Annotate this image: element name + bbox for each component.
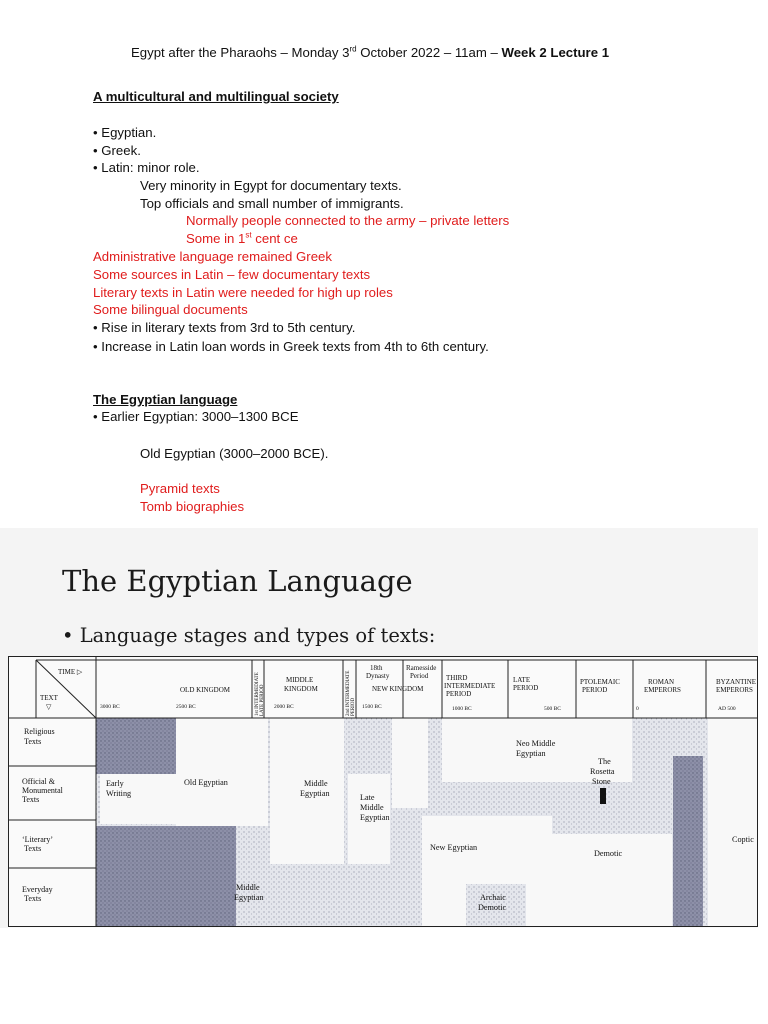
region-late-middle-egyptian: Middle	[360, 803, 384, 812]
row-label-religious: Religious	[24, 727, 55, 736]
region-middle-egyptian-everyday: Middle	[236, 883, 260, 892]
period-middle-kingdom: KINGDOM	[284, 685, 318, 693]
slide-title: The Egyptian Language	[62, 564, 413, 598]
period-ptolemaic: PTOLEMAIC	[580, 678, 620, 686]
row-label-official: Monumental	[22, 786, 63, 795]
region-middle-egyptian-everyday: Egyptian	[234, 893, 264, 902]
period-second-intermediate: 2nd INTERMEDIATE	[346, 670, 351, 716]
period-middle-kingdom: MIDDLE	[286, 676, 314, 684]
sub-point: Old Egyptian (3000–2000 BCE).	[140, 446, 329, 461]
region-middle-egyptian: Middle	[304, 779, 328, 788]
period-18th-dynasty: 18th	[370, 664, 383, 672]
document-header: Egypt after the Pharaohs – Monday 3rd October 2022 – 11am – Week 2 Lecture 1	[131, 44, 610, 60]
text-arrow: ▽	[46, 703, 52, 711]
sub-point: Very minority in Egypt for documentary texts.	[140, 178, 402, 193]
period-third-intermediate: THIRD	[446, 674, 468, 682]
region-neo-middle-egyptian: Neo Middle	[516, 739, 556, 748]
red-note: Administrative language remained Greek	[93, 249, 332, 264]
period-second-intermediate: PERIOD	[351, 697, 356, 716]
region-coptic: Coptic	[732, 835, 754, 844]
region-middle-egyptian: Egyptian	[300, 789, 330, 798]
red-note: Tomb biographies	[140, 499, 245, 514]
period-ramesside: Period	[410, 672, 429, 680]
period-old-kingdom: OLD KINGDOM	[180, 686, 230, 694]
section-heading-egyptian-language: The Egyptian language	[93, 392, 238, 407]
row-label-religious: Texts	[24, 737, 42, 746]
period-byzantine: EMPERORS	[716, 686, 753, 694]
date-label: AD 500	[718, 706, 736, 712]
region-demotic: Demotic	[594, 849, 623, 858]
region-rosetta-stone: Rosetta	[590, 767, 615, 776]
region-early-writing: Early	[106, 779, 124, 788]
period-18th-dynasty: Dynasty	[366, 672, 390, 680]
row-label-literary: Texts	[24, 844, 42, 853]
time-label: TIME ▷	[58, 668, 83, 676]
region-archaic-demotic: Demotic	[478, 903, 507, 912]
period-roman: ROMAN	[648, 678, 675, 686]
bullet-egyptian: • Egyptian.	[93, 125, 157, 140]
row-label-everyday: Everyday	[22, 885, 53, 894]
rosetta-stone-marker	[600, 788, 606, 804]
red-note: Some in 1st cent ce	[186, 230, 298, 246]
slide-subtitle: • Language stages and types of texts:	[62, 624, 436, 647]
period-third-intermediate: PERIOD	[446, 690, 472, 698]
row-label-everyday: Texts	[24, 894, 42, 903]
region-neo-middle-egyptian: Egyptian	[516, 749, 546, 758]
red-note: Normally people connected to the army – private letters	[186, 213, 510, 228]
period-roman: EMPERORS	[644, 686, 681, 694]
region-old-egyptian: Old Egyptian	[184, 778, 228, 787]
region-new-egyptian: New Egyptian	[430, 843, 478, 852]
row-label-official: Texts	[22, 795, 40, 804]
region-archaic-demotic: Archaic	[480, 893, 506, 902]
date-label: 1500 BC	[362, 704, 382, 710]
slide-image	[0, 528, 758, 928]
section-heading-multicultural: A multicultural and multilingual society	[93, 89, 339, 104]
row-label-literary: ‘Literary’	[22, 835, 54, 844]
period-late: PERIOD	[513, 684, 539, 692]
period-new-kingdom: NEW KINGDOM	[372, 685, 424, 693]
region-late-middle-egyptian: Egyptian	[360, 813, 390, 822]
region-early-writing: Writing	[106, 789, 132, 798]
period-first-intermediate: LATE PERIOD	[260, 684, 265, 716]
region-rosetta-stone: The	[598, 757, 611, 766]
bullet-latin-loan: • Increase in Latin loan words in Greek texts from 4th to 6th century.	[93, 339, 489, 354]
red-note: Some sources in Latin – few documentary texts	[93, 267, 371, 282]
date-label: 2500 BC	[176, 704, 196, 710]
date-label: 500 BC	[544, 706, 561, 712]
row-label-official: Official &	[22, 777, 55, 786]
bullet-earlier-egyptian: • Earlier Egyptian: 3000–1300 BCE	[93, 409, 299, 424]
period-first-intermediate: 1st INTERMEDIATE	[255, 672, 260, 716]
bullet-latin: • Latin: minor role.	[93, 160, 200, 175]
date-label: 3000 BC	[100, 704, 120, 710]
red-note: Pyramid texts	[140, 481, 220, 496]
sub-point: Top officials and small number of immigrants.	[140, 196, 404, 211]
bullet-literary-rise: • Rise in literary texts from 3rd to 5th century.	[93, 320, 356, 335]
date-label: 1000 BC	[452, 706, 472, 712]
period-third-intermediate: INTERMEDIATE	[444, 682, 496, 690]
language-stages-chart	[8, 656, 758, 928]
region-rosetta-stone: Stone	[592, 777, 611, 786]
date-label: 0	[636, 706, 639, 712]
period-byzantine: BYZANTINE	[716, 678, 757, 686]
period-ptolemaic: PERIOD	[582, 686, 608, 694]
red-note: Some bilingual documents	[93, 302, 248, 317]
bullet-greek: • Greek.	[93, 143, 141, 158]
red-note: Literary texts in Latin were needed for high up roles	[93, 285, 393, 300]
period-late: LATE	[513, 676, 531, 684]
region-late-middle-egyptian: Late	[360, 793, 375, 802]
period-ramesside: Ramesside	[406, 664, 437, 672]
date-label: 2000 BC	[274, 704, 294, 710]
text-label: TEXT	[40, 694, 58, 702]
